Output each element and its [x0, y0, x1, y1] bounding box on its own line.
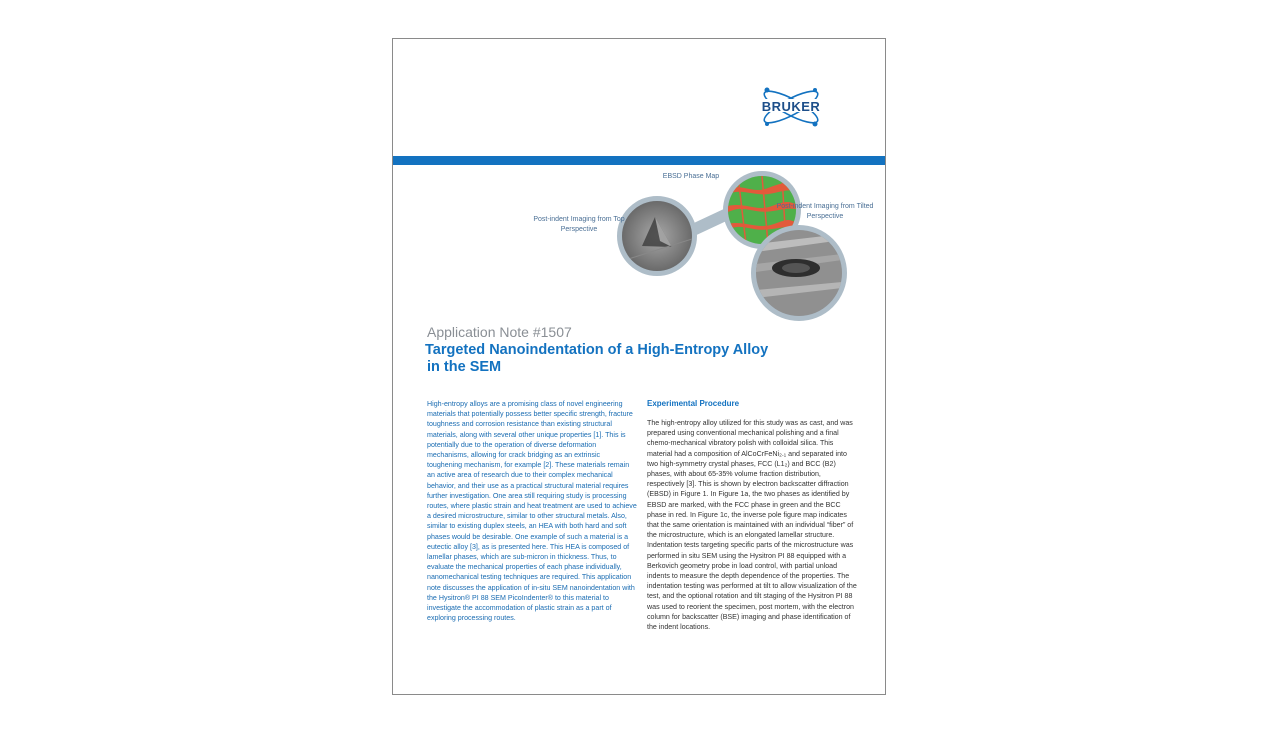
- header-band: [393, 156, 885, 165]
- post-indent-tilted-image: [751, 225, 847, 321]
- document-title: [425, 342, 805, 376]
- caption-tilted-perspective: Post-indent Imaging from Tilted Perspective: [776, 203, 874, 220]
- application-note-number: Application Note #1507: [427, 324, 572, 340]
- title-line-2: in the SEM: [427, 359, 502, 375]
- procedure-paragraph: The high-entropy alloy utilized for this study was as cast, and was prepared using conventional mechanical polishing and a final chemo-mechanical vibratory polish with colloidal silica. This material had a composition of AlCoCrFeNi₂.₁ and separated into two high-symmetry crystal phases, FCC (L1₂) and BCC (B2) phases, with about 65-35% volume fraction distribution, respectively [3]. This is shown by electron backscatter diffraction (EBSD) in Figure 1. In Figure 1a, the two phases as identified by EBSD are marked, with the FCC phase in green and the BCC phase in red. In Figure 1c, the inverse pole figure map indicates that the same orientation is maintained with an individual “fiber” of the microstructure, which is an elongated lamellar structure. Indentation tests targeting specific parts of the microstructure was performed in situ SEM using the Hysitron PI 88 equipped with a Berkovich geometry probe in load control, with partial unload indents to measure the depth dependence of the properties. The indentation testing was performed at tilt to allow visualization of the test, and the optional rotation and tilt staging of the Hysitron PI 88 was used to reorient the specimen, post mortem, with the electron column for backscatter (BSE) imaging and phase identification of the indent locations.: [647, 419, 857, 632]
- title-line-1: Targeted Nanoindentation of a High-Entropy Alloy: [425, 342, 769, 358]
- bruker-logo: [753, 84, 843, 126]
- intro-paragraph: High-entropy alloys are a promising class of novel engineering materials that potentially possess better specific strength, fracture toughness and corrosion resistance than existing structural materials, along with several other unique properties [1]. This is potentially due to the operation of diverse deformation mechanisms, allowing for crack bridging as an extrinsic toughening mechanism, for example [2]. These materials remain an active area of research due to their complex mechanical behavior, and their use as a practical structural material requires further investigation. One area still requiring study is processing routes, where plastic strain and heat treatment are used to achieve a desired microstructure, similar to other structural metals. Also, similar to existing duplex steels, an HEA with both hard and soft phases would be desirable. One example of such a material is a eutectic alloy [3], as is presented here. This HEA is composed of lamellar phases, which are sub-micron in thickness. Thus, to evaluate the mechanical properties of each phase individually, nanomechanical testing techniques are required. This application note discusses the application of in-situ SEM nanoindentation with the Hysitron® PI 88 SEM PicoIndenter® to this material to investigate the accommodation of plastic strain as a part of exploring processing routes.: [427, 400, 637, 623]
- post-indent-top-image: [617, 196, 697, 276]
- brand-name: BRUKER: [761, 99, 821, 114]
- caption-ebsd-phase-map: EBSD Phase Map: [662, 173, 720, 180]
- section-heading: Experimental Procedure: [647, 399, 740, 408]
- caption-top-perspective: Post-indent Imaging from Top Perspective: [533, 216, 625, 233]
- document-page: [392, 38, 886, 695]
